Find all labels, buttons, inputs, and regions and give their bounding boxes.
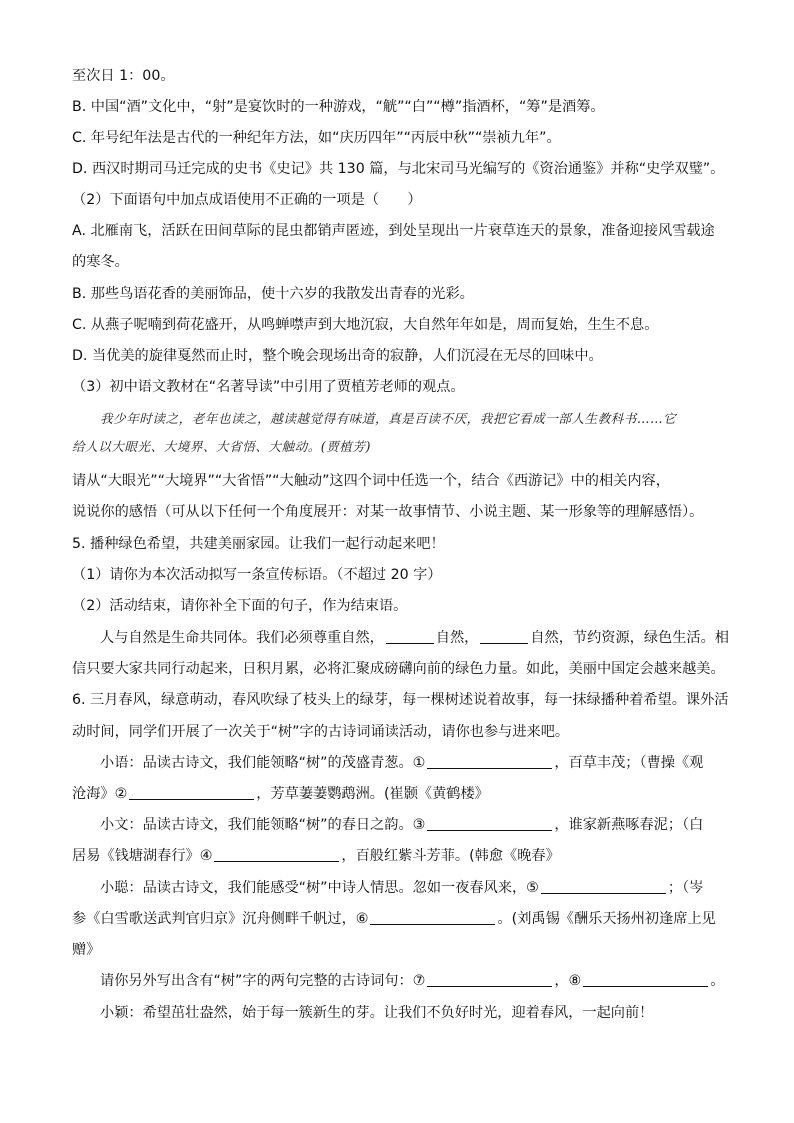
option-a-cont: 的寒冬。	[72, 254, 129, 270]
text-line: 赠》	[72, 942, 101, 958]
fill-line	[100, 971, 760, 991]
option-d: D. 西汉时期司马迁完成的史书《史记》共 130 篇，与北宋司马光编写的《资治通鉴》并称“史学双璧”。	[72, 161, 725, 177]
fill-line	[100, 815, 760, 835]
text-segment: 自然，节约资源，绿色生活。相	[530, 630, 729, 646]
answer-blank[interactable]	[427, 753, 552, 769]
answer-blank[interactable]	[480, 628, 528, 644]
text-line: 小颖：希望茁壮盎然，始于每一簇新生的芽。让我们不负好时光，迎着春风，一起向前！	[100, 1005, 654, 1021]
text-segment: 人与自然是生命共同体。我们必须尊重自然，	[100, 630, 384, 646]
text-segment: 小语：品读古诗文，我们能领略“树”的茂盛青葱。①	[100, 755, 426, 771]
fill-line	[72, 909, 732, 929]
answer-blank[interactable]	[583, 971, 708, 987]
option-b: B. 那些鸟语花香的美丽饰品，使十六岁的我散发出青春的光彩。	[72, 286, 474, 302]
answer-blank[interactable]	[214, 846, 339, 862]
text-segment: 小聪：品读古诗文，我们能感受“树”中诗人情思。忽如一夜春风来，⑤	[100, 880, 539, 896]
text-segment: ，百般红紫斗芳菲。(韩愈《晚春》	[341, 848, 560, 864]
text-segment: 小文：品读古诗文，我们能领略“树”的春日之韵。③	[100, 817, 426, 833]
question-5-2: （2）活动结束，请你补全下面的句子，作为结束语。	[72, 598, 408, 614]
quote-line: 我少年时读之，老年也读之，越读越觉得有味道，真是百读不厌，我把它看成一部人生教科书……它	[100, 411, 677, 426]
text-segment: 自然，	[435, 630, 479, 646]
question-3: （3）初中语文教材在“名著导读”中引用了贾植芳老师的观点。	[72, 379, 465, 395]
question-2: （2）下面语句中加点成语使用不正确的一项是（ ）	[72, 192, 422, 208]
question-6: 6. 三月春风，绿意萌动，春风吹绿了枝头上的绿芽，每一棵树述说着故事，每一抹绿播种着希望。课外活	[72, 692, 729, 708]
question-5: 5. 播种绿色希望，共建美丽家园。让我们一起行动起来吧！	[72, 536, 445, 552]
option-b: B. 中国“酒”文化中，“射”是宴饮时的一种游戏，“觥”“白”“樽”指酒杯，“筹”是酒筹。	[72, 99, 605, 115]
text-segment: ，芳草萋萋鹦鹉洲。(崔颢《黄鹤楼》	[256, 786, 489, 802]
prompt-line: 说说你的感悟（可从以下任何一个角度展开：对某一故事情节、小说主题、某一形象等的理解感悟）。	[72, 504, 704, 520]
text-segment: 。(刘禹锡《酬乐天扬州初逢席上见	[497, 911, 716, 927]
text-segment: 沧海》②	[72, 786, 128, 802]
answer-blank[interactable]	[386, 628, 434, 644]
option-c: C. 从燕子呢喃到荷花盛开，从鸣蝉噤声到大地沉寂，大自然年年如是，周而复始，生生不息。	[72, 317, 659, 333]
question-6-cont: 动时间，同学们开展了一次关于“树”字的古诗词诵读活动，请你也参与进来吧。	[72, 724, 570, 740]
text-segment: 。	[710, 973, 725, 989]
fill-line	[72, 846, 732, 866]
answer-blank[interactable]	[427, 815, 552, 831]
fill-line	[100, 753, 760, 773]
question-5-1: （1）请你为本次活动拟写一条宣传标语。（不超过 20 字）	[72, 567, 442, 583]
text-segment: ，谁家新燕啄春泥；（白	[554, 817, 704, 833]
text-segment: ；（岑	[667, 880, 704, 896]
answer-blank[interactable]	[427, 971, 552, 987]
text-line: 信只要大家共同行动起来，日积月累，必将汇聚成磅礴向前的绿色力量。如此，美丽中国定会越来越美。	[72, 661, 725, 677]
fill-line	[100, 628, 760, 648]
answer-blank[interactable]	[370, 909, 495, 925]
text-segment: 居易《钱塘湖春行》④	[72, 848, 213, 864]
prompt-line: 请从“大眼光”“大境界”“大省悟”“大触动”这四个词中任选一个，结合《西游记》中的相关内容，	[72, 473, 670, 489]
answer-blank[interactable]	[129, 784, 254, 800]
answer-blank[interactable]	[541, 878, 666, 894]
option-c: C. 年号纪年法是古代的一种纪年方法，如“庆历四年”“丙辰中秋”“崇祯九年”。	[72, 130, 561, 146]
text-segment: ，百草丰茂；（曹操《观	[554, 755, 704, 771]
option-a: A. 北雁南飞，活跃在田间草际的昆虫都销声匿迹，到处呈现出一片衰草连天的景象，准备迎接风雪载途	[72, 223, 715, 239]
text-segment: ，⑧	[554, 973, 582, 989]
quote-line: 给人以大眼光、大境界、大省悟、大触动。(贾植芳)	[72, 439, 371, 454]
text-segment: 请你另外写出含有“树”字的两句完整的古诗词句：⑦	[100, 973, 426, 989]
text-line: 至次日 1：00。	[72, 68, 175, 84]
fill-line	[72, 784, 732, 804]
text-segment: 参《白雪歌送武判官归京》沉舟侧畔千帆过，⑥	[72, 911, 369, 927]
fill-line	[100, 878, 760, 898]
option-d: D. 当优美的旋律戛然而止时，整个晚会现场出奇的寂静，人们沉浸在无尽的回味中。	[72, 348, 603, 364]
